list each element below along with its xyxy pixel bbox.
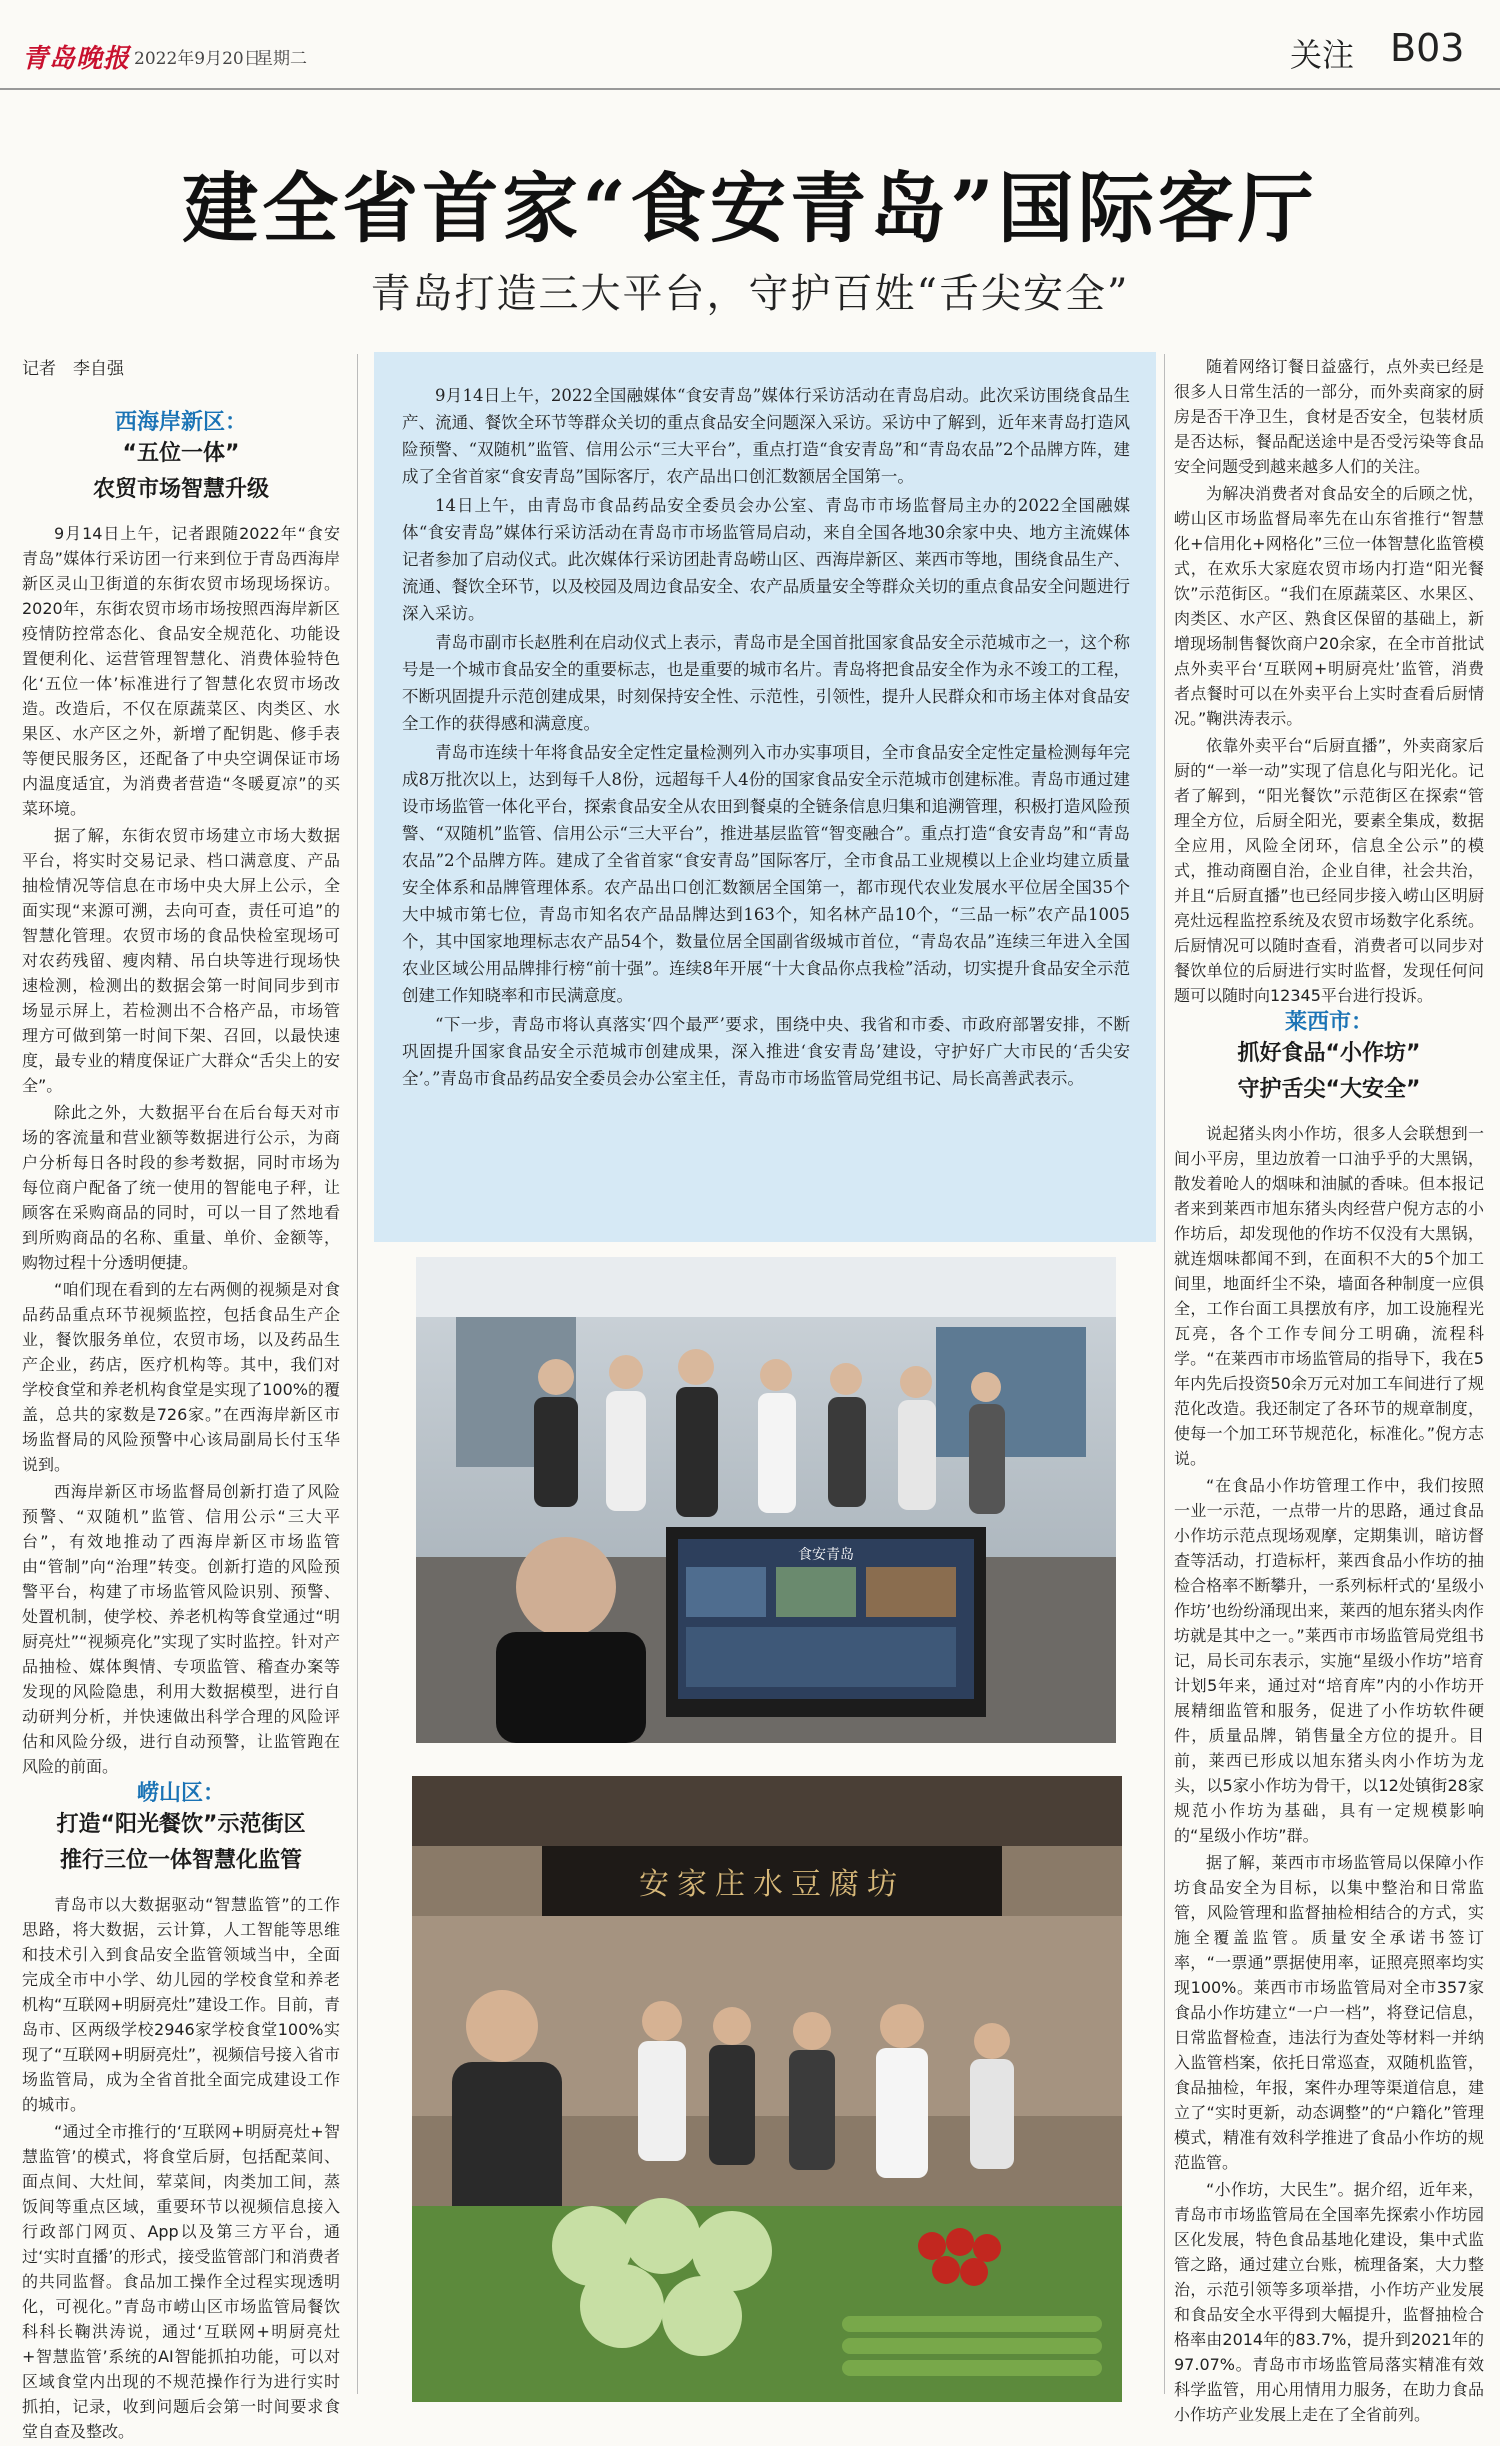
article-paragraph: 据了解，莱西市市场监管局以保障小作坊食品安全为目标，以集中整治和日常监管，风险管理和监督抽检相结合的方式，实施全覆盖监管。质量安全承诺书签订率，“一票通”票据使用率，证照亮照率均实现100%。莱西市市场监管局对全市357家食品小作坊建立“一户一档”，将登记信息，日常监督检查，违法行为查处等材料一并纳入监管档案，依托日常巡查，双随机监管，食品抽检，年报，案件办理等渠道信息，建立了“实时更新，动态调整”的“户籍化”管理模式，精准有效科学推进了食品小作坊的规范监管。	[1174, 1853, 1484, 2172]
column-divider	[357, 354, 358, 2394]
region-heading-laixi: 莱西市：	[1284, 1010, 1373, 1035]
section-title-line: 打造“阳光餐饮”示范街区	[56, 1812, 306, 1837]
section-title-block	[1174, 1037, 1484, 1107]
section-title-line: 推行三位一体智慧化监管	[59, 1848, 302, 1873]
section-label: 关注	[1290, 36, 1355, 74]
left-column	[22, 410, 340, 2446]
article-paragraph: 随着网络订餐日益盛行，点外卖已经是很多人日常生活的一部分，而外卖商家的厨房是否干净卫生，食材是否安全，包装材质是否达标，餐品配送途中是否受污染等食品安全问题受到越来越多人们的关注。	[1174, 357, 1484, 476]
byline: 记者 李自强	[22, 359, 124, 379]
intro-paragraph: 青岛市连续十年将食品安全定性定量检测列入市办实事项目，全市食品安全定性定量检测每年完成8万批次以上，达到每千人8份，远超每千人4份的国家食品安全示范城市创建标准。青岛市通过建设市场监管一体化平台，探索食品安全从农田到餐桌的全链条信息归集和追溯管理，积极打造风险预警、“双随机”监管、信用公示“三大平台”，推进基层监管“智变融合”。重点打造“食安青岛”和“青岛农品”2个品牌方阵。建成了全省首家“食安青岛”国际客厅，全市食品工业规模以上企业均建立质量安全体系和品牌管理体系。农产品出口创汇数额居全国第一，都市现代农业发展水平位居全国35个大中城市第七位，青岛市知名农产品品牌达到163个，知名林产品10个，“三品一标”农产品1005个，其中国家地理标志农产品54个，数量位居全国副省级城市首位，“青岛农品”连续三年进入全国农业区域公用品牌排行榜“前十强”。连续8年开展“十大食品你点我检”活动，切实提升食品安全示范创建工作知晓率和市民满意度。	[402, 743, 1130, 1005]
section-title-line: “五位一体”	[122, 441, 240, 466]
article-paragraph: 依靠外卖平台“后厨直播”，外卖商家后厨的“一举一动”实现了信息化与阳光化。记者了解到，“阳光餐饮”示范街区在探索“管理全方位，后厨全阳光，要素全集成，数据全应用，风险全闭环，信息全公示”的模式，推动商圈自治，企业自律，社会共治，并且“后厨直播”也已经同步接入崂山区明厨亮灶远程监控系统及农贸市场数字化系统。后厨情况可以随时查看，消费者可以同步对餐饮单位的后厨进行实时监督，发现任何问题可以随时向12345平台进行投诉。	[1174, 736, 1484, 1005]
page-header	[0, 0, 1500, 100]
issue-date: 2022年9月20日	[134, 49, 261, 69]
headline: 建全省首家“食安青岛”国际客厅	[182, 164, 1318, 253]
meeting-room-icon	[416, 1257, 1116, 1743]
article-paragraph: 据了解，东街农贸市场建立市场大数据平台，将实时交易记录、档口满意度、产品抽检情况等信息在市场中央大屏上公示，全面实现“来源可溯，去向可查，责任可追”的智慧化管理。农贸市场的食品快检室现场可对农药残留、瘦肉精、吊白块等进行现场快速检测，检测出的数据会第一时间同步到市场显示屏上，若检测出不合格产品，市场管理方可做到第一时间下架、召回，以最快速度，最专业的精度保证广大群众“舌尖上的安全”。	[22, 826, 340, 1095]
region-heading-laoshan: 崂山区：	[136, 1781, 225, 1806]
article-paragraph: 西海岸新区市场监督局创新打造了风险预警、“双随机”监管、信用公示“三大平台”，有效地推动了西海岸新区市场监管由“管制”向“治理”转变。创新打造的风险预警平台，构建了市场监管风险识别、预警、处置机制，使学校、养老机构等食堂通过“明厨亮灶”“视频亮化”实现了实时监控。针对产品抽检、媒体舆情、专项监管、稽查办案等发现的风险隐患，利用大数据模型，进行自动研判分析，并快速做出科学合理的风险评估和风险分级，进行自动预警，让监管跑在风险的前面。	[22, 1482, 340, 1776]
header-divider	[0, 88, 1500, 90]
issue-weekday: 星期二	[256, 49, 307, 69]
section-title-line: 农贸市场智慧升级	[92, 477, 269, 502]
article-paragraph: “在食品小作坊管理工作中，我们按照一业一示范，一点带一片的思路，通过食品小作坊示范点现场观摩，定期集训，暗访督查等活动，打造标杆，莱西食品小作坊的抽检合格率不断攀升，一系列标杆式的‘星级小作坊’也纷纷涌现出来，莱西的旭东猪头肉作坊就是其中之一。”莱西市市场监管局党组书记，局长司东表示，实施“星级小作坊”培育计划5年来，通过对“培育库”内的小作坊开展精细监管和服务，促进了小作坊软件硬件，质量品牌，销售量全方位的提升。目前，莱西已形成以旭东猪头肉小作坊为龙头，以5家小作坊为骨干，以12处镇街28家规范小作坊为基础，具有一定规模影响的“星级小作坊”群。	[1174, 1476, 1484, 1845]
intro-paragraph: 9月14日上午，2022全国融媒体“食安青岛”媒体行采访活动在青岛启动。此次采访围绕食品生产、流通、餐饮全环节等群众关切的重点食品安全问题深入采访。采访中了解到，近年来青岛打造风险预警、“双随机”监管、信用公示“三大平台”，重点打造“食安青岛”和“青岛农品”2个品牌方阵，建成了全省首家“食安青岛”国际客厅，农产品出口创汇数额居全国第一。	[402, 386, 1130, 486]
column-divider	[1164, 354, 1165, 2394]
screen-caption: 食安青岛	[798, 1547, 854, 1563]
market-stall-icon	[412, 1776, 1122, 2402]
article-paragraph: 青岛市以大数据驱动“智慧监管”的工作思路，将大数据，云计算，人工智能等思维和技术引入到食品安全监管领域当中，全面完成全市中小学、幼儿园的学校食堂和养老机构“互联网+明厨亮灶”建设工作。目前，青岛市、区两级学校2946家学校食堂100%实现了“互联网+明厨亮灶”，视频信号接入省市场监管局，成为全省首批全面完成建设工作的城市。	[22, 1895, 340, 2114]
shop-sign-text: 安家庄水豆腐坊	[639, 1867, 905, 1902]
right-column	[1174, 354, 1484, 2429]
article-paragraph: 为解决消费者对食品安全的后顾之忧，崂山区市场监督局率先在山东省推行“智慧化+信用化+网格化”三位一体智慧化监管模式，在欢乐大家庭农贸市场内打造“阳光餐饮”示范街区。“我们在原蔬菜区、水果区、肉类区、水产区、熟食区保留的基础上，新增现场制售餐饮商户20余家，在全市首批试点外卖平台‘互联网+明厨亮灶’监管，消费者点餐时可以在外卖平台上实时查看后厨情况。”鞠洪涛表示。	[1174, 484, 1484, 728]
photo-farmers-market	[412, 1776, 1122, 2402]
region-heading-xihaian: 西海岸新区：	[114, 410, 247, 435]
article-paragraph: 除此之外，大数据平台在后台每天对市场的客流量和营业额等数据进行公示，为商户分析每日各时段的参考数据，同时市场为每位商户配备了统一使用的智能电子秤，让顾客在采购商品的同时，可以一目了然地看到所购商品的名称、重量、单价、金额等，购物过程十分透明便捷。	[22, 1103, 340, 1272]
intro-paragraph: 青岛市副市长赵胜利在启动仪式上表示，青岛市是全国首批国家食品安全示范城市之一，这个称号是一个城市食品安全的重要标志，也是重要的城市名片。青岛将把食品安全作为永不竣工的工程，不断巩固提升示范创建成果，时刻保持安全性、示范性，引领性，提升人民群众和市场主体对食品安全工作的获得感和满意度。	[402, 633, 1130, 733]
intro-paragraph: 14日上午，由青岛市食品药品安全委员会办公室、青岛市市场监督局主办的2022全国融媒体“食安青岛”媒体行采访活动在青岛市市场监管局启动，来自全国各地30余家中央、地方主流媒体记者参加了启动仪式。此次媒体行采访团赴青岛崂山区、西海岸新区、莱西市等地，围绕食品生产、流通、餐饮全环节，以及校园及周边食品安全、农产品质量安全等群众关切的重点食品安全问题进行深入采访。	[402, 496, 1130, 623]
article-paragraph: “通过全市推行的‘互联网+明厨亮灶+智慧监管’的模式，将食堂后厨，包括配菜间、面点间、大灶间，荤菜间，肉类加工间，蒸饭间等重点区域，重要环节以视频信息接入行政部门网页、App以及第三方平台，通过‘实时直播’的形式，接受监管部门和消费者的共同监督。食品加工操作全过程实现透明化，可视化。”青岛市崂山区市场监管局餐饮科科长鞠洪涛说，通过‘互联网+明厨亮灶+智慧监管’系统的AI智能抓拍功能，可以对区域食堂内出现的不规范操作行为进行实时抓拍，记录，收到问题后会第一时间要求食堂自查及整改。	[22, 2122, 340, 2441]
section-title-line: 抓好食品“小作坊”	[1237, 1041, 1421, 1066]
article-paragraph: “小作坊，大民生”。据介绍，近年来，青岛市市场监管局在全国率先探索小作坊园区化发展，特色食品基地化建设，集中式监管之路，通过建立台账，梳理备案，大力整治，示范引领等多项举措，小作坊产业发展和食品安全水平得到大幅提升，监督抽检合格率由2014年的83.7%，提升到2021年的97.07%。青岛市市场监管局落实精准有效科学监管，用心用情用力服务，在助力食品小作坊产业发展上走在了全省前列。	[1174, 2180, 1484, 2424]
section-title-line: 守护舌尖“大安全”	[1237, 1077, 1421, 1102]
photo-monitoring-center	[416, 1257, 1116, 1743]
article-paragraph: 9月14日上午，记者跟随2022年“食安青岛”媒体行采访团一行来到位于青岛西海岸新区灵山卫街道的东街农贸市场现场探访。2020年，东街农贸市场市场按照西海岸新区疫情防控常态化、食品安全规范化、功能设置便利化、运营管理智慧化、消费体验特色化‘五位一体’标准进行了智慧化农贸市场改造。改造后，不仅在原蔬菜区、肉类区、水果区、水产区之外，新增了配钥匙、修手表等便民服务区，还配备了中央空调保证市场内温度适宜，为消费者营造“冬暖夏凉”的买菜环境。	[22, 524, 340, 818]
article-paragraph: “咱们现在看到的左右两侧的视频是对食品药品重点环节视频监控，包括食品生产企业，餐饮服务单位，农贸市场，以及药品生产企业，药店，医疗机构等。其中，我们对学校食堂和养老机构食堂是实现了100%的覆盖，总共的家数是726家。”在西海岸新区市场监督局的风险预警中心该局副局长付玉华说到。	[22, 1280, 340, 1474]
article-paragraph: 说起猪头肉小作坊，很多人会联想到一间小平房，里边放着一口油乎乎的大黑锅，散发着呛人的烟味和油腻的香味。但本报记者来到莱西市旭东猪头肉经营户倪方志的小作坊后，却发现他的作坊不仅没有大黑锅，就连烟味都闻不到，在面积不大的5个加工间里，地面纤尘不染，墙面各种制度一应俱全，工作台面工具摆放有序，加工设施程光瓦亮，各个工作专间分工明确，流程科学。“在莱西市市场监管局的指导下，我在5年内先后投资50余万元对加工车间进行了规范化改造。我还制定了各环节的规章制度，使每一个加工环节规范化，标准化。”倪方志说。	[1174, 1124, 1484, 1468]
subheadline: 青岛打造三大平台，守护百姓“舌尖安全”	[370, 271, 1130, 317]
page-number: B03	[1390, 26, 1465, 70]
newspaper-logo: 青岛晚报	[22, 44, 131, 74]
intro-text	[402, 382, 1130, 1094]
intro-paragraph: “下一步，青岛市将认真落实‘四个最严’要求，围绕中央、我省和市委、市政府部署安排，不断巩固提升国家食品安全示范城市创建成果，深入推进‘食安青岛’建设，守护好广大市民的‘舌尖安全’。”青岛市食品药品安全委员会办公室主任，青岛市市场监管局党组书记、局长高善武表示。	[402, 1015, 1130, 1088]
section-title-block	[22, 1808, 340, 1878]
section-title-block	[22, 437, 340, 507]
